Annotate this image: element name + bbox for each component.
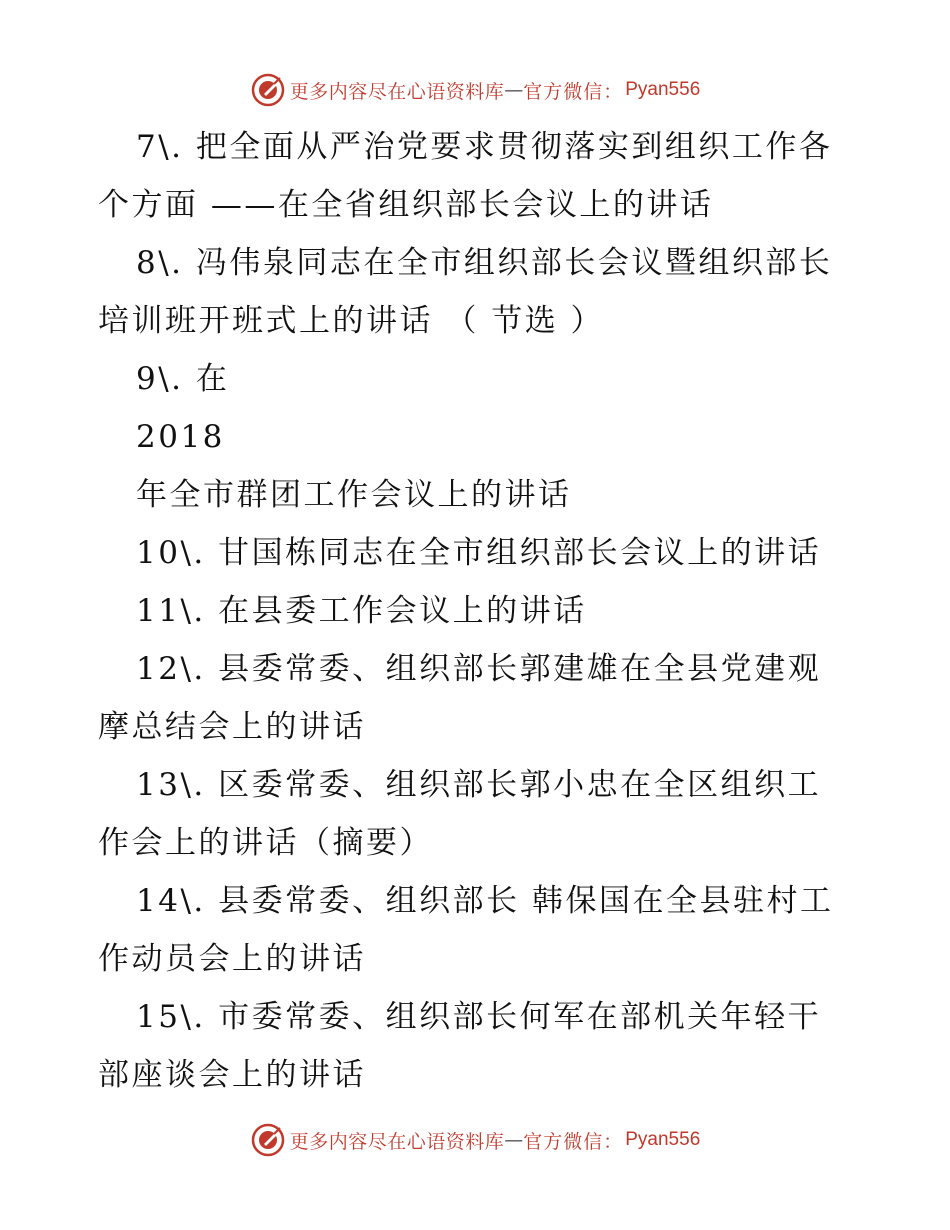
watermark-text: 更多内容尽在心语资料库 [289, 1130, 505, 1153]
list-item-continuation: 作动员会上的讲话 [98, 941, 366, 977]
list-item-continuation: 部座谈会上的讲话 [98, 1057, 366, 1093]
watermark-wechat-label: 官方微信： [523, 80, 624, 103]
logo-icon [250, 1122, 286, 1158]
header-watermark [0, 70, 950, 110]
watermark-wechat-id: Pyan556 [625, 1129, 701, 1150]
footer-watermark [0, 1120, 950, 1160]
document-body [98, 118, 868, 1104]
watermark-wechat-label: 官方微信： [523, 1130, 624, 1153]
list-item-continuation: 作会上的讲话（摘要） [98, 825, 433, 861]
list-item: 12\. 县委常委、组织部长郭建雄在全县党建观 [136, 651, 822, 687]
list-item-continuation: 培训班开班式上的讲话 （ 节选 ） [98, 303, 605, 339]
list-item: 13\. 区委常委、组织部长郭小忠在全区组织工 [136, 767, 822, 803]
logo-icon [250, 72, 286, 108]
list-item: 15\. 市委常委、组织部长何军在部机关年轻干 [136, 999, 822, 1035]
list-item: 14\. 县委常委、组织部长 韩保国在全县驻村工 [136, 883, 834, 919]
watermark-wechat-id: Pyan556 [625, 79, 701, 100]
watermark-dash: — [504, 79, 524, 101]
list-item: 11\. 在县委工作会议上的讲话 [136, 593, 587, 629]
list-item: 8\. 冯伟泉同志在全市组织部长会议暨组织部长 [136, 245, 833, 281]
watermark-text: 更多内容尽在心语资料库 [289, 80, 505, 103]
watermark-dash: — [504, 1129, 524, 1151]
list-item-continuation: 摩总结会上的讲话 [98, 709, 366, 745]
list-item-continuation: 个方面 ——在全省组织部长会议上的讲话 [98, 187, 714, 223]
list-item-continuation: 2018 [136, 419, 225, 455]
list-item: 10\. 甘国栋同志在全市组织部长会议上的讲话 [136, 535, 822, 571]
list-item: 7\. 把全面从严治党要求贯彻落实到组织工作各 [136, 129, 833, 165]
list-item: 9\. 在 [136, 361, 230, 397]
list-item-continuation: 年全市群团工作会议上的讲话 [136, 477, 572, 513]
